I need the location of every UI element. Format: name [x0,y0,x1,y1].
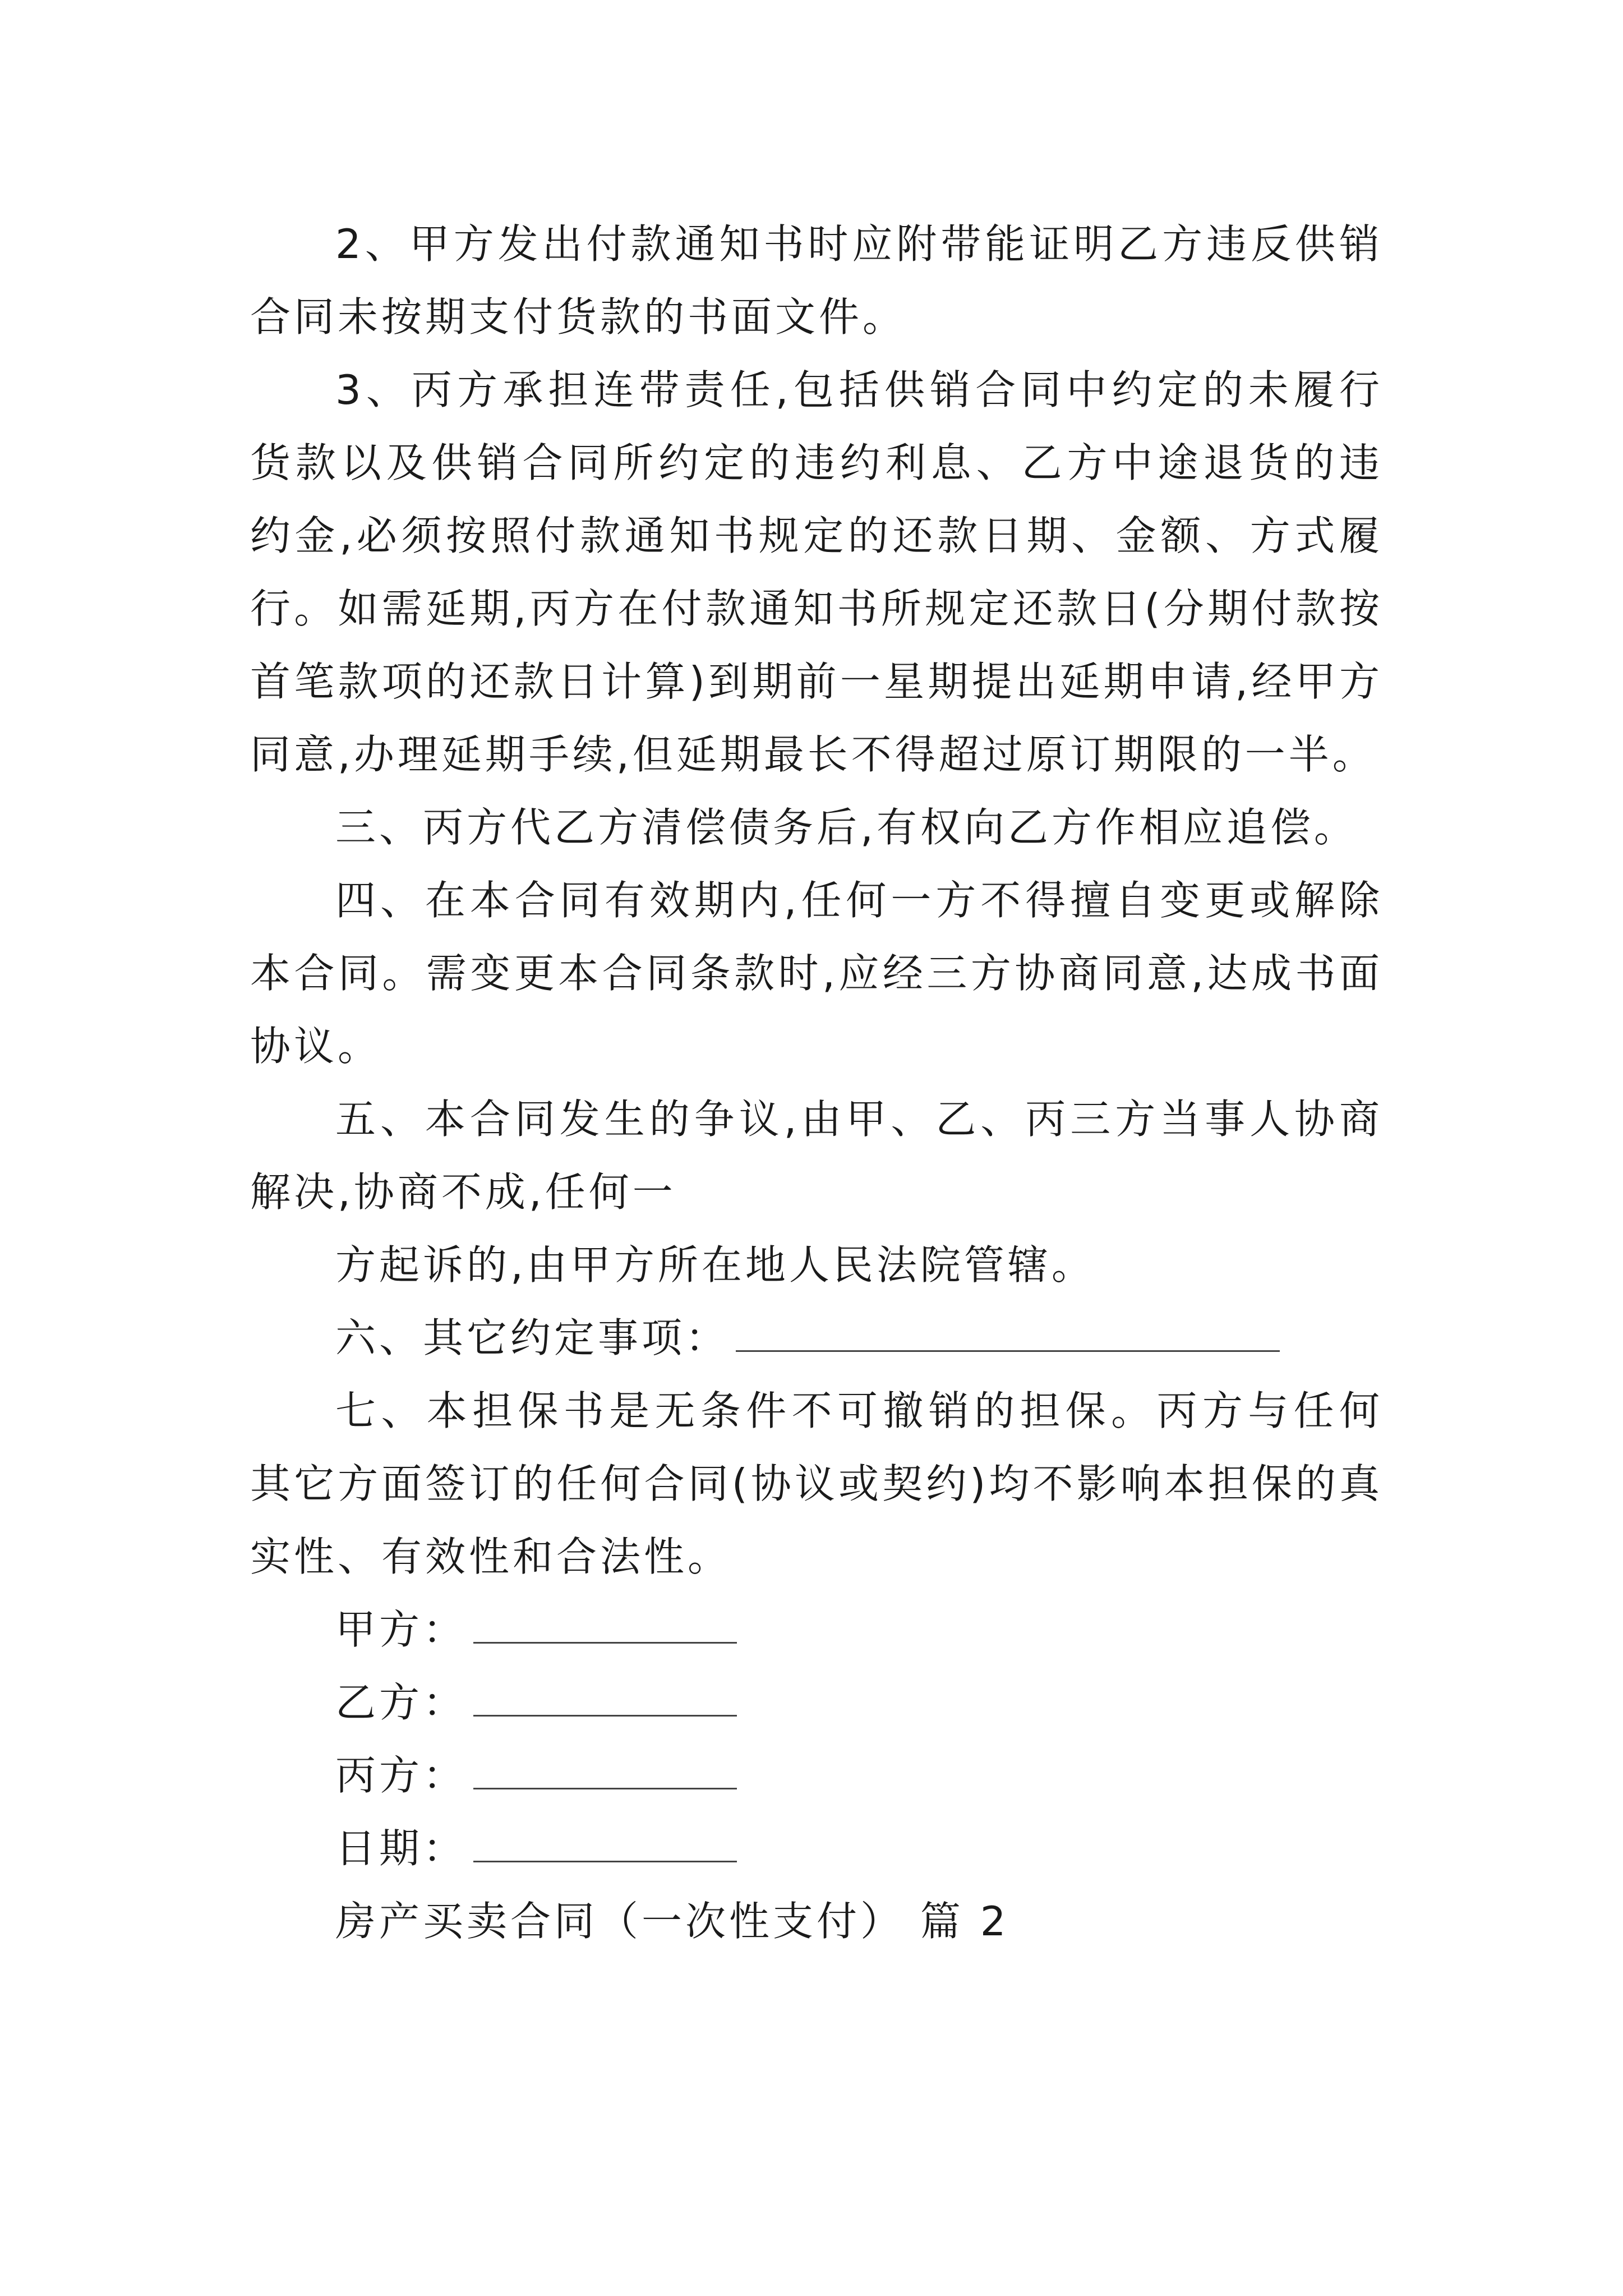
party-b-blank[interactable] [473,1681,737,1717]
section-4: 四、在本合同有效期内,任何一方不得擅自变更或解除本合同。需变更本合同条款时,应经三方协商同意,达成书面协议。 [250,877,1383,1070]
next-section-title: 房产买卖合同（一次性支付） 篇 2 [335,1898,1009,1945]
section-6 [250,1301,1383,1374]
section-5: 五、本合同发生的争议,由甲、乙、丙三方当事人协商解决,协商不成,任何一 [250,1096,1383,1216]
party-b-label: 乙方： [335,1679,467,1726]
section-7: 七、本担保书是无条件不可撤销的担保。丙方与任何其它方面签订的任何合同(协议或契约)均不影响本担保的真实性、有效性和合法性。 [250,1387,1383,1580]
signature-party-c [250,1739,1383,1812]
section-6-label: 六、其它约定事项： [335,1314,730,1361]
section-5-continued: 方起诉的,由甲方所在地人民法院管辖。 [335,1241,1095,1289]
date-blank[interactable] [473,1827,737,1862]
party-c-blank[interactable] [473,1754,737,1789]
signature-party-b [250,1666,1383,1739]
party-a-label: 甲方： [335,1606,467,1653]
other-terms-blank[interactable] [736,1317,1280,1352]
signature-date [250,1812,1383,1885]
document-page [250,208,1383,1958]
party-a-blank[interactable] [473,1608,737,1644]
clause-3: 3、丙方承担连带责任,包括供销合同中约定的未履行货款以及供销合同所约定的违约利息、乙方中途退货的违约金,必须按照付款通知书规定的还款日期、金额、方式履行。如需延期,丙方在付款通知书所规定还款日(分期付款按首笔款项的还款日计算)到期前一星期提出延期申请,经甲方同意,办理延期手续,但延期最长不得超过原订期限的一半。 [250,366,1383,778]
party-c-label: 丙方： [335,1752,467,1799]
signature-party-a [250,1593,1383,1666]
section-3: 三、丙方代乙方清偿债务后,有权向乙方作相应追偿。 [335,804,1358,851]
date-label: 日期： [335,1825,467,1872]
clause-2: 2、甲方发出付款通知书时应附带能证明乙方违反供销合同未按期支付货款的书面文件。 [250,220,1383,341]
